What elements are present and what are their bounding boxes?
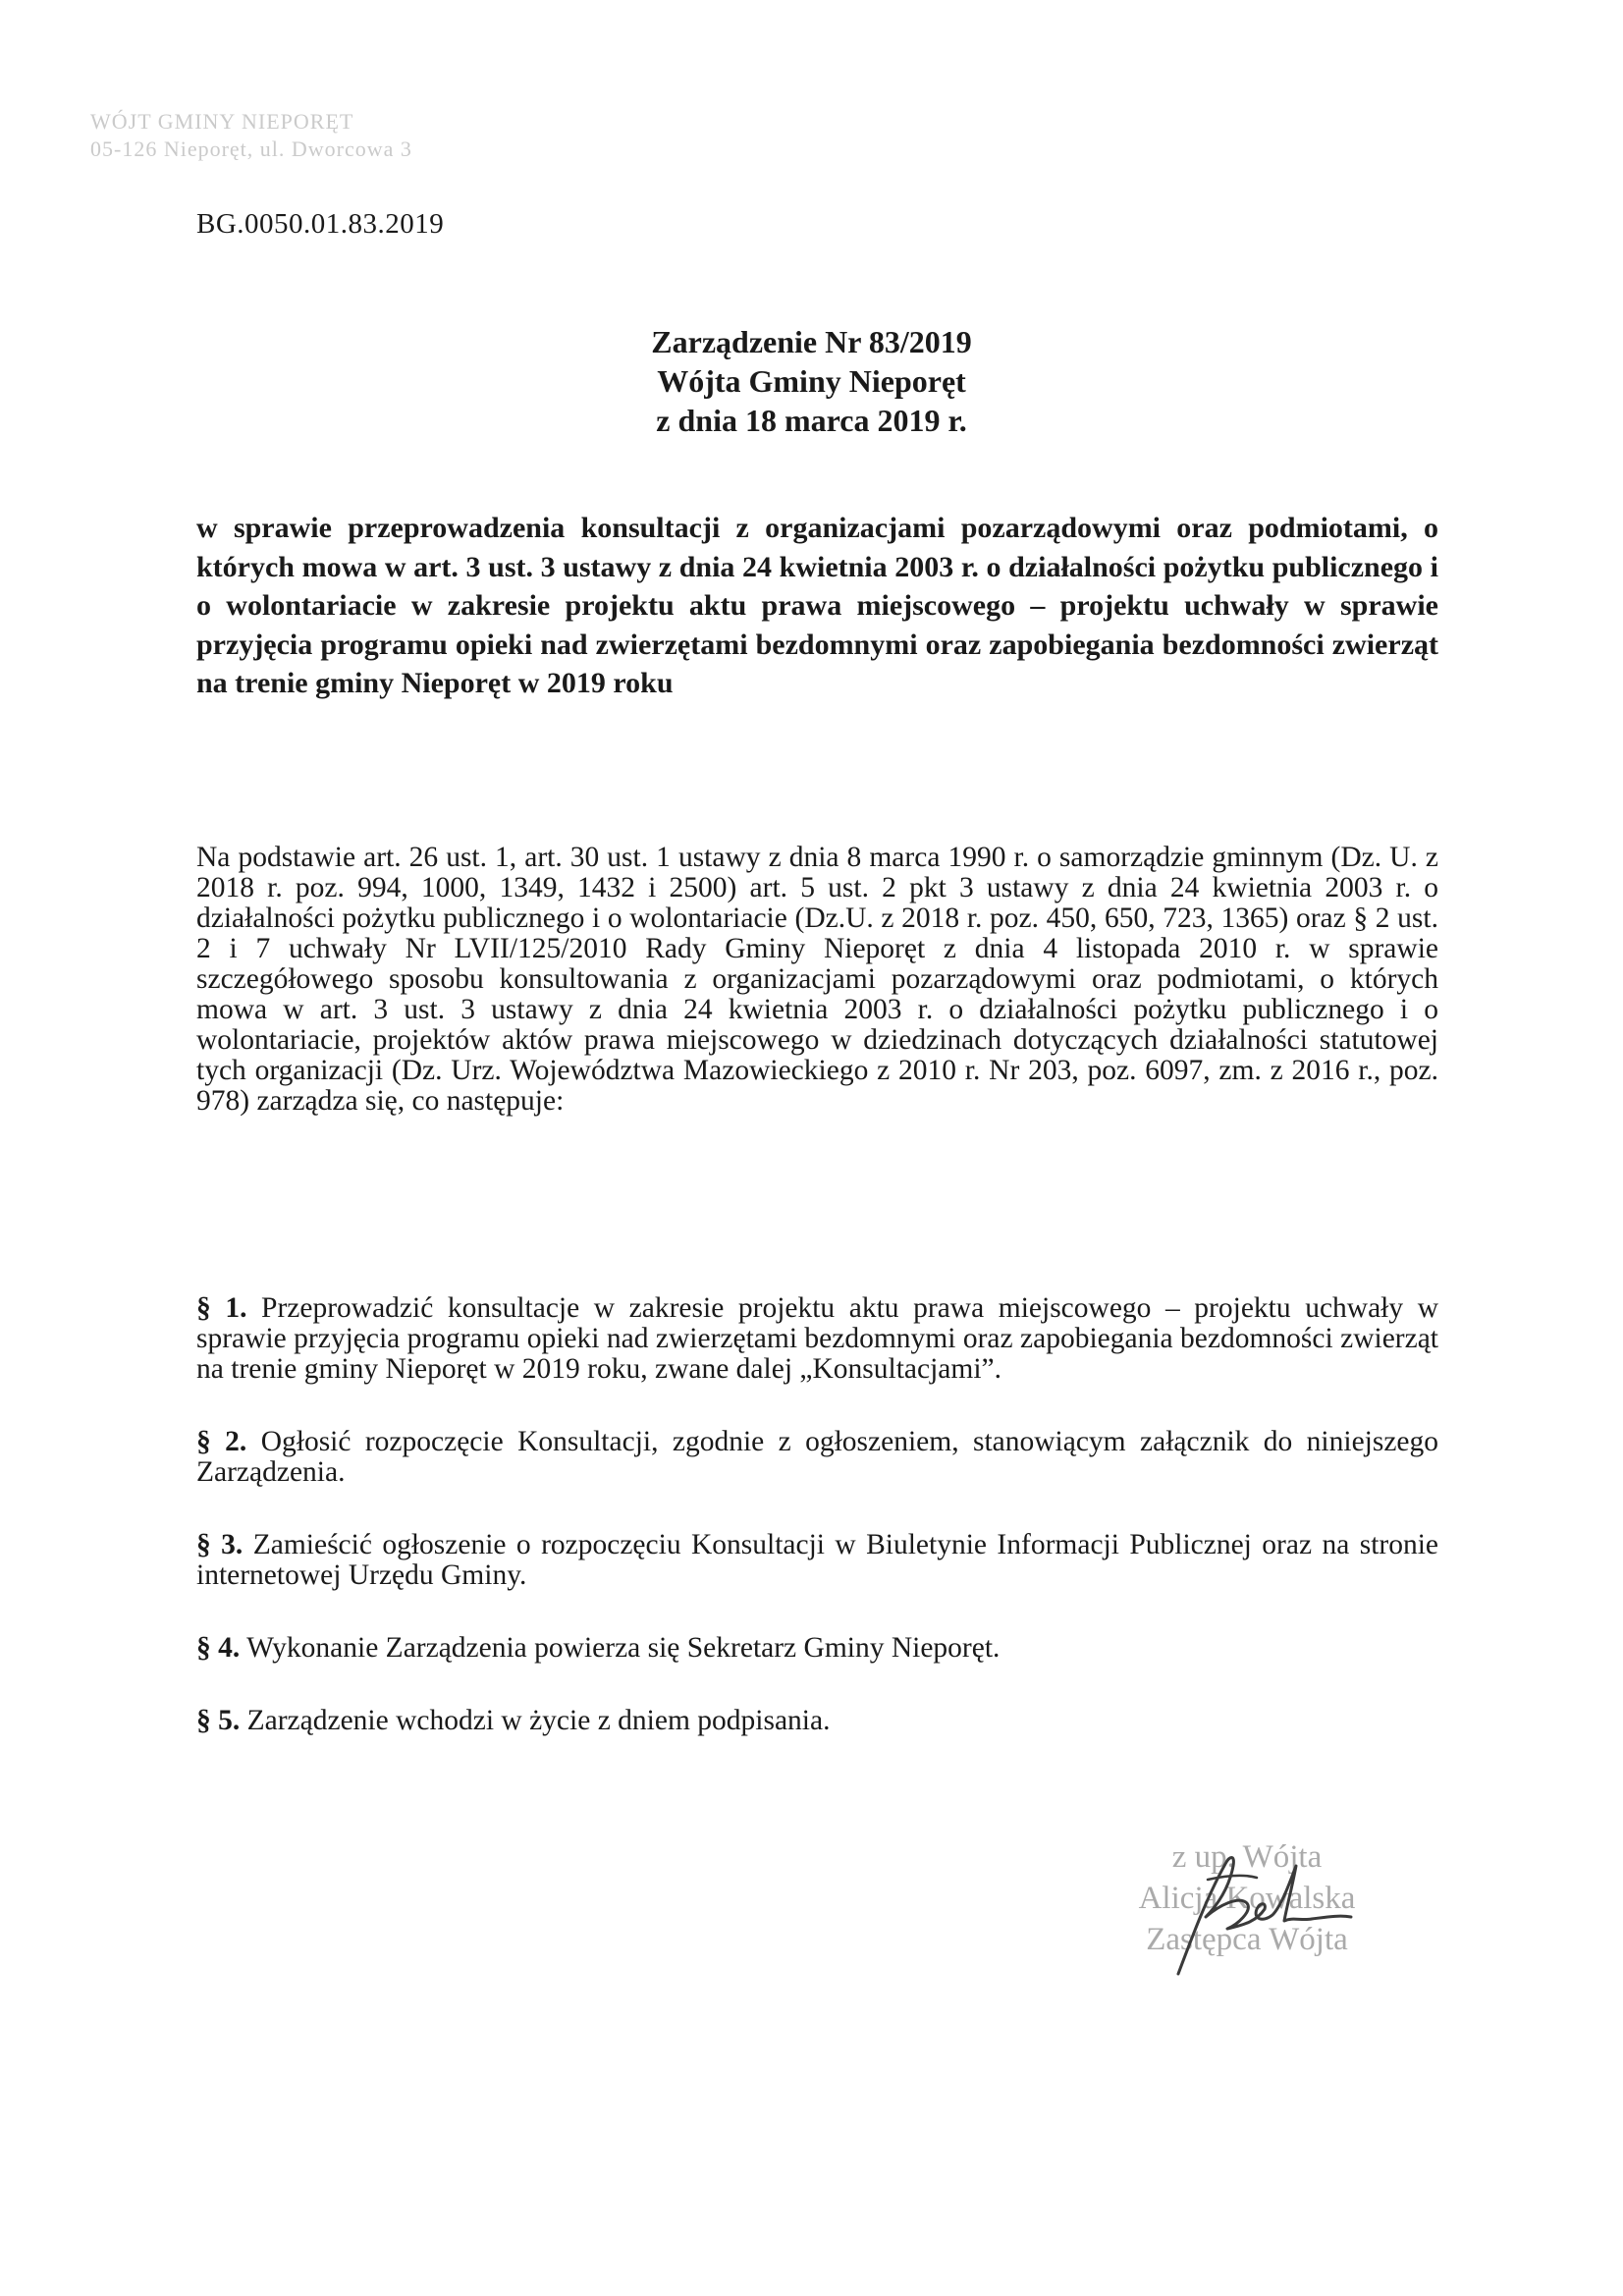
paragraph-text: Zarządzenie wchodzi w życie z dniem podpisania.	[246, 1705, 831, 1736]
legal-basis: Na podstawie art. 26 ust. 1, art. 30 ust. 1 ustawy z dnia 8 marca 1990 r. o samorządzie gminnym (Dz. U. z 2018 r. poz. 994, 1000, 1349, 1432 i 2500) art. 5 ust. 2 pkt 3 ustawy z dnia 24 kwietnia 2003 r. o działalności pożytku publicznego i o wolontariacie (Dz.U. z 2018 r. poz. 450, 650, 723, 1365) oraz § 2 ust. 2 i 7 uchwały Nr LVII/125/2010 Rady Gminy Nieporęt z dnia 4 listopada 2010 r. w sprawie szczegółowego sposobu konsultowania z organizacjami pozarządowymi oraz podmiotami, o których mowa w art. 3 ust. 3 ustawy z dnia 24 kwietnia 2003 r. o działalności pożytku publicznego i o wolontariacie, projektów aktów prawa miejscowego w dziedzinach dotyczących działalności statutowej tych organizacji (Dz. Urz. Województwa Mazowieckiego z 2010 r. Nr 203, poz. 6097, zm. z 2016 r., poz. 978) zarządza się, co następuje:	[196, 842, 1438, 1117]
paragraph-number: § 2.	[196, 1426, 247, 1457]
stamp-line-1: WÓJT GMINY NIEPORĘT	[90, 109, 354, 134]
office-stamp	[90, 108, 412, 163]
paragraph-5	[196, 1706, 1438, 1736]
paragraphs	[196, 1293, 1438, 1778]
paragraph-number: § 4.	[196, 1632, 241, 1664]
signature-line-2: Alicja Kowalska	[1138, 1881, 1356, 1916]
title-line-2: Wójta Gminy Nieporęt	[657, 363, 966, 399]
handwritten-signature	[1109, 1827, 1365, 1984]
reference-number: BG.0050.01.83.2019	[196, 208, 445, 240]
signature-line-1: z up. Wójta	[1171, 1839, 1323, 1875]
paragraph-number: § 3.	[196, 1529, 243, 1560]
paragraph-3	[196, 1530, 1438, 1591]
paragraph-1	[196, 1293, 1438, 1385]
paragraph-text: Wykonanie Zarządzenia powierza się Sekretarz Gminy Nieporęt.	[246, 1632, 1001, 1664]
paragraph-text: Ogłosić rozpoczęcie Konsultacji, zgodnie z ogłoszeniem, stanowiącym załącznik do niniejszego Zarządzenia.	[196, 1426, 1439, 1488]
paragraph-number: § 5.	[196, 1705, 241, 1736]
signature-line-3: Zastępca Wójta	[1146, 1922, 1348, 1957]
document-title	[0, 322, 1623, 440]
paragraph-2	[196, 1427, 1438, 1488]
paragraph-text: Przeprowadzić konsultacje w zakresie projektu aktu prawa miejscowego – projektu uchwały w sprawie przyjęcia programu opieki nad zwierzętami bezdomnymi oraz zapobiegania bezdomności zwierząt na trenie gminy Nieporęt w 2019 roku, zwane dalej „Konsultacjami”.	[196, 1292, 1439, 1385]
document-subject: w sprawie przeprowadzenia konsultacji z organizacjami pozarządowymi oraz podmiotami, o których mowa w art. 3 ust. 3 ustawy z dnia 24 kwietnia 2003 r. o działalności pożytku publicznego i o wolontariacie w zakresie projektu aktu prawa miejscowego – projektu uchwały w sprawie przyjęcia programu opieki nad zwierzętami bezdomnymi oraz zapobiegania bezdomności zwierząt na trenie gminy Nieporęt w 2019 roku	[196, 512, 1438, 699]
stamp-line-2: 05-126 Nieporęt, ul. Dworcowa 3	[90, 137, 412, 161]
paragraph-number: § 1.	[196, 1292, 247, 1324]
paragraph-text: Zamieścić ogłoszenie o rozpoczęciu Konsultacji w Biuletynie Informacji Publicznej oraz na stronie internetowej Urzędu Gminy.	[196, 1529, 1439, 1591]
paragraph-4	[196, 1633, 1438, 1664]
title-line-3: z dnia 18 marca 2019 r.	[656, 403, 967, 438]
title-line-1: Zarządzenie Nr 83/2019	[651, 324, 972, 359]
